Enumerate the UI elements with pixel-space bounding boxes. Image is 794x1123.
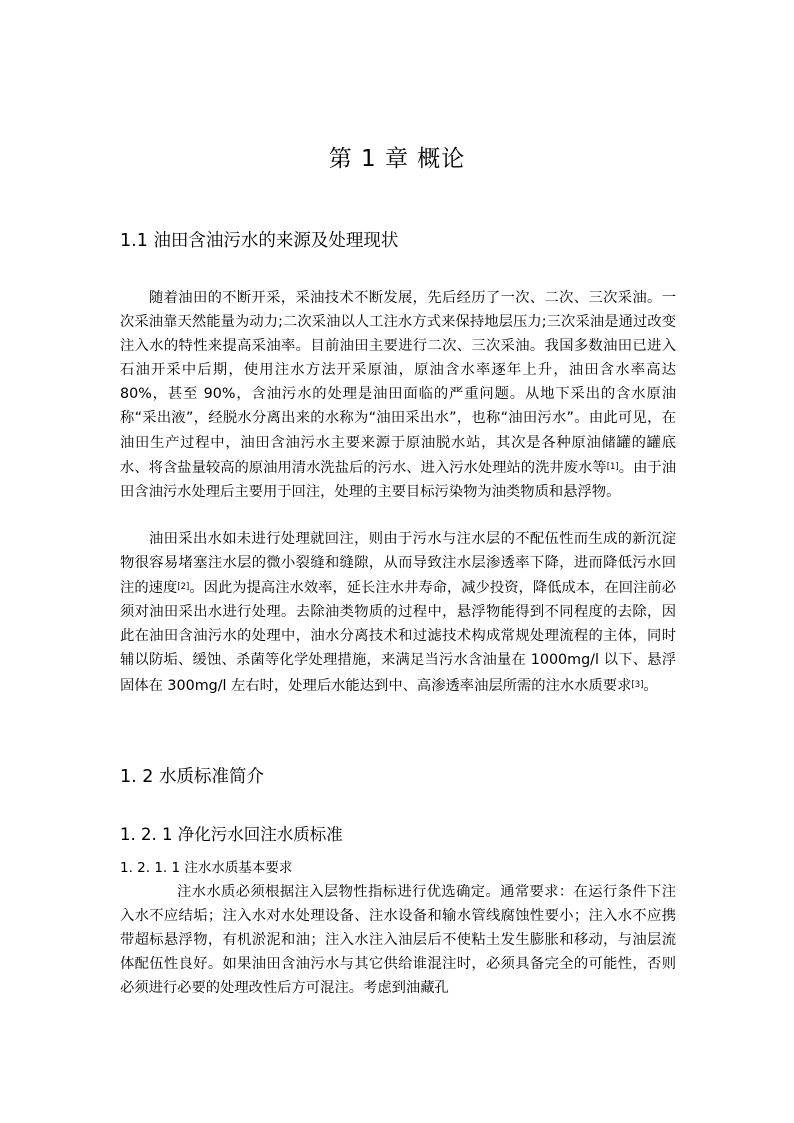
section-heading-1-2-1: 1. 2. 1 净化污水回注水质标准	[120, 825, 343, 844]
paragraph-sources-text: 随着油田的不断开采，采油技术不断发展，先后经历了一次、二次、三次采油。一次采油靠天然能量为动力;二次采油以人工注水方式来保持地层压力;三次采油是通过改变注入水的特性来提高采油率。目前油田主要进行二次、三次采油。我国多数油田已进入石油开采中后期，使用注水方法开采原油，原油含水率逐年上升，油田含水率高达 80%，甚至 90%，含油污水的处理是油田面临的严重问题。从地下采出的含水原油称“采出液”，经脱水分离出来的水称为“油田采出水”，也称“油田污水”。由此可见，在油田生产过程中，油田含油污水主要来源于原油脱水站，其次是各种原油储罐的罐底水、将含盐量较高的原油用清水洗盐后的污水、进入污水处理站的洗井废水等	[120, 290, 676, 476]
paragraph-treatment-tail: 。	[643, 677, 658, 694]
section-heading-1-1: 1.1 油田含油污水的来源及处理现状	[120, 231, 399, 251]
chapter-title: 第 1 章 概论	[328, 146, 466, 172]
section-heading-1-2: 1. 2 水质标准简介	[120, 767, 264, 787]
paragraph-sources-tail: 。由于油田含油污水处理后主要用于回注，处理的主要目标污染物为油类物质和悬浮物。	[120, 459, 677, 500]
paragraph-treatment	[120, 527, 676, 698]
paragraph-treatment-text-b: 。因此为提高注水效率，延长注水井寿命，减少投资，降低成本，在回注前必须对油田采出水进行处理。去除油类物质的过程中，悬浮物能得到不同程度的去除，因此在油田含油污水的处理中，油水分离技术和过滤技术构成常规处理流程的主体，同时辅以防垢、缓蚀、杀菌等化学处理措施，来满足当污水含油量在 1000mg/l 以下、悬浮固体在 300mg/l 左右时，处理后水能达到中、高渗透率油层所需的注水水质要求	[120, 580, 677, 694]
section-heading-1-2-1-1: 1. 2. 1. 1 注水水质基本要求	[120, 860, 293, 876]
citation-3: [3]	[631, 679, 644, 690]
paragraph-sources	[120, 286, 676, 504]
paragraph-water-quality: 注水水质必须根据注入层物性指标进行优选确定。通常要求：在运行条件下注入水不应结垢；注入水对水处理设备、注水设备和输水管线腐蚀性要小；注入水不应携带超标悬浮物，有机淤泥和油；注入水注入油层后不使粘土发生膨胀和移动，与油层流体配伍性良好。如果油田含油污水与其它供给谁混注时，必须具备完全的可能性，否则必须进行必要的处理改性后方可混注。考虑到油藏孔	[120, 884, 676, 997]
paragraph-treatment-text-a: 油田采出水如未进行处理就回注，则由于污水与注水层的不配伍性而生成的新沉淀物很容易堵塞注水层的微小裂缝和缝隙，从而导致注水层渗透率下降，进而降低污水回注的速度	[120, 531, 676, 597]
citation-1: [1]	[606, 461, 619, 472]
citation-2: [2]	[177, 582, 190, 593]
